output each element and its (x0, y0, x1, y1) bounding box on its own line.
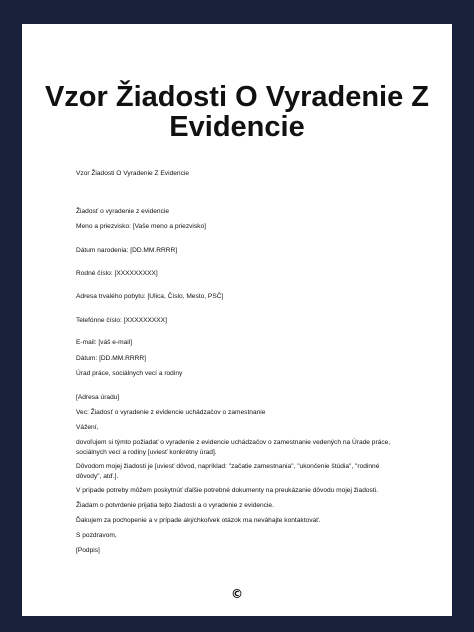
recipient-address: [Adresa úradu] (76, 394, 120, 401)
paragraph-5: Ďakujem za pochopenie a v prípade akýchkoľvek otázok ma neváhajte kontaktovať. (76, 517, 321, 524)
document-page (22, 24, 452, 616)
address-field: Adresa trvalého pobytu: [Ulica, Číslo, Mesto, PSČ] (76, 293, 224, 300)
phone-field: Telefónne číslo: [XXXXXXXXX] (76, 317, 167, 324)
copyright-icon: © (231, 587, 243, 601)
email-field: E-mail: [váš e-mail] (76, 339, 133, 346)
recipient: Úrad práce, sociálnych vecí a rodiny (76, 370, 183, 377)
date-field: Dátum: [DD.MM.RRRR] (76, 355, 146, 362)
page-title: Vzor Žiadosti O Vyradenie Z Evidencie (44, 81, 430, 143)
birth-date-field: Dátum narodenia: [DD.MM.RRRR] (76, 247, 178, 254)
paragraph-2: Dôvodom mojej žiadosti je [uviesť dôvod, napríklad: "začatie zamestnania", "ukončenie štúdia", "rodinné dôvody", atď.]. (76, 463, 380, 480)
salutation: Vážení, (76, 424, 99, 431)
paragraph-3: V prípade potreby môžem poskytnúť ďalšie potrebné dokumenty na preukázanie dôvodu mojej žiadosti. (76, 487, 378, 494)
paragraph-1: dovoľujem si týmto požiadať o vyradenie z evidencie uchádzačov o zamestnanie vedených na Úrade práce, sociálnych vecí a rodiny [uviesť konkrétny úrad]. (76, 439, 391, 456)
signature: [Podpis] (76, 547, 100, 554)
birth-number-field: Rodné číslo: [XXXXXXXXX] (76, 270, 158, 277)
name-field: Meno a priezvisko: [Vaše meno a priezvisko] (76, 223, 206, 230)
regarding-line: Vec: Žiadosť o vyradenie z evidencie uchádzačov o zamestnanie (76, 409, 266, 416)
letter-subject-line: Žiadosť o vyradenie z evidencie (76, 208, 170, 215)
letter-heading: Vzor Žiadosti O Vyradenie Z Evidencie (76, 170, 189, 177)
closing: S pozdravom, (76, 532, 117, 539)
paragraph-4: Žiadam o potvrdenie prijatia tejto žiadosti a o vyradenie z evidencie. (76, 502, 274, 509)
